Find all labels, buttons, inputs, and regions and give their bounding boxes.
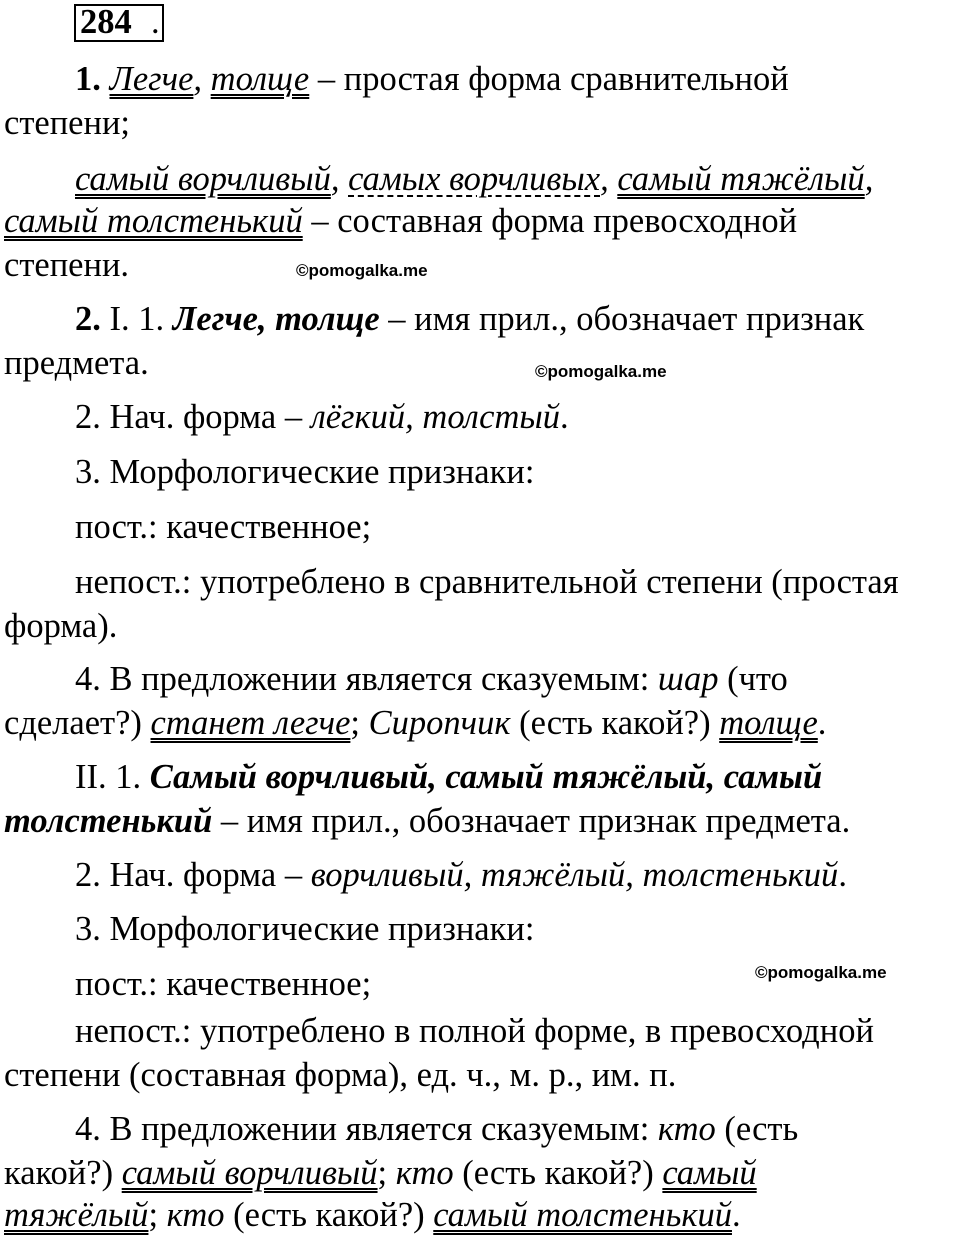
exercise-number-dot: . (151, 3, 160, 41)
predicate-word: самый (662, 1154, 757, 1192)
paragraph-10: 2. Нач. форма – ворчливый, тяжёлый, толстенький. (75, 856, 847, 894)
paragraph-8-line-2: сделает?) станет легче; Сиропчик (есть какой?) толще. (4, 704, 827, 742)
paragraph-9-line-1: II. 1. Самый ворчливый, самый тяжёлый, самый (75, 758, 823, 796)
watermark: ©pomogalka.me (755, 963, 887, 982)
watermark: ©pomogalka.me (296, 261, 428, 280)
predicate-word: самый ворчливый (121, 1154, 378, 1192)
paragraph-13-line-2: степени (составная форма), ед. ч., м. р., им. п. (4, 1056, 677, 1094)
paragraph-2-line-3: степени. (4, 246, 130, 284)
paragraph-12: пост.: качественное; (75, 965, 372, 1003)
exercise-number: 284 (80, 3, 132, 41)
paragraph-14-line-3: тяжёлый; кто (есть какой?) самый толстенький. (4, 1196, 741, 1234)
predicate-word: самый толстенький (4, 202, 303, 240)
paragraph-5: 3. Морфологические признаки: (75, 453, 535, 491)
predicate-word: тяжёлый (4, 1196, 149, 1234)
predicate-word: самый тяжёлый (617, 160, 865, 198)
predicate-word: станет легче (150, 704, 351, 742)
predicate-word: толще (719, 704, 818, 742)
paragraph-8-line-1: 4. В предложении является сказуемым: шар (что (75, 660, 788, 698)
paragraph-14-line-2: какой?) самый ворчливый; кто (есть какой?) самый (4, 1154, 757, 1192)
predicate-word: самый ворчливый (75, 160, 331, 198)
paragraph-7-line-1: непост.: употреблено в сравнительной степени (простая (75, 563, 899, 601)
paragraph-2-line-2: самый толстенький – составная форма превосходной (4, 202, 798, 240)
paragraph-1-line-1: 1. Легче, толще – простая форма сравнительной (75, 60, 789, 98)
paragraph-2-line-1: самый ворчливый, самых ворчливых, самый тяжёлый, (75, 160, 874, 198)
paragraph-1-line-2: степени; (4, 104, 130, 142)
paragraph-3-line-1: 2. I. 1. Легче, толще – имя прил., обозначает признак (75, 300, 865, 338)
paragraph-6: пост.: качественное; (75, 508, 372, 546)
paragraph-3-line-2: предмета. (4, 344, 149, 382)
paragraph-14-line-1: 4. В предложении является сказуемым: кто (есть (75, 1110, 799, 1148)
paragraph-9-line-2: толстенький – имя прил., обозначает признак предмета. (4, 802, 851, 840)
predicate-word: самый толстенький (433, 1196, 732, 1234)
paragraph-11: 3. Морфологические признаки: (75, 910, 535, 948)
paragraph-13-line-1: непост.: употреблено в полной форме, в превосходной (75, 1012, 874, 1050)
attribute-word: самых ворчливых (348, 160, 601, 198)
paragraph-7-line-2: форма). (4, 607, 118, 645)
predicate-word: Легче (109, 60, 194, 98)
watermark: ©pomogalka.me (535, 362, 667, 381)
paragraph-4: 2. Нач. форма – лёгкий, толстый. (75, 398, 569, 436)
predicate-word: толще (210, 60, 310, 98)
